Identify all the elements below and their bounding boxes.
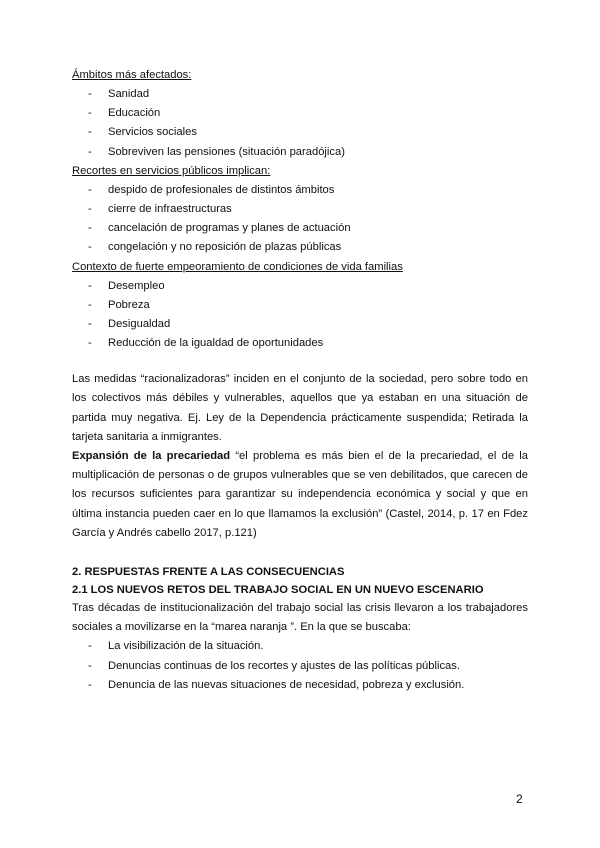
list-item: - cierre de infraestructuras xyxy=(72,200,528,219)
list-item: - Servicios sociales xyxy=(72,123,528,142)
section-heading: 2. RESPUESTAS FRENTE A LAS CONSECUENCIAS xyxy=(72,566,345,579)
list-item: - Reducción de la igualdad de oportunidades xyxy=(72,334,528,353)
list-heading-recortes: Recortes en servicios públicos implican: xyxy=(72,164,271,177)
list-item: - Pobreza xyxy=(72,296,528,315)
paragraph-intro: Tras décadas de institucionalización del trabajo social las crisis llevaron a los trabajadores sociales a movilizarse en la “marea naranja ”. En la que se buscaba: xyxy=(72,602,528,634)
page-number: 2 xyxy=(516,792,523,806)
list-heading-contexto: Contexto de fuerte empeoramiento de condiciones de vida familias xyxy=(72,260,403,273)
subsection-heading: 2.1 LOS NUEVOS RETOS DEL TRABAJO SOCIAL EN UN NUEVO ESCENARIO xyxy=(72,584,484,597)
list-item: - Sobreviven las pensiones (situación paradójica) xyxy=(72,143,528,162)
list-item: - Desigualdad xyxy=(72,315,528,334)
list-item: - cancelación de programas y planes de actuación xyxy=(72,219,528,238)
paragraph-precariedad xyxy=(72,447,528,543)
paragraph-text: “el problema es más bien el de la precariedad, el de la multiplicación de personas o de grupos vulnerables que se ven debilitados, que carecen de los recursos suficientes para garantizar su independencia económica y social y que en última instancia pueden caer en lo que llamamos la exclusión” (Castel, 2014, p. 17 en Fdez García y Andrés cabello 2017, p.121) xyxy=(72,450,528,539)
list-item: - Educación xyxy=(72,104,528,123)
list-item: - congelación y no reposición de plazas públicas xyxy=(72,238,528,257)
list-item: - despido de profesionales de distintos ámbitos xyxy=(72,181,528,200)
list-item: - La visibilización de la situación. xyxy=(72,637,528,656)
list-marea xyxy=(72,637,528,695)
list-item: - Denuncias continuas de los recortes y ajustes de las políticas públicas. xyxy=(72,657,528,676)
list-heading-ambitos: Ámbitos más afectados: xyxy=(72,69,192,81)
list-contexto xyxy=(72,277,528,354)
list-item: - Sanidad xyxy=(72,85,528,104)
paragraph-medidas: Las medidas “racionalizadoras” inciden en el conjunto de la sociedad, pero sobre todo en los colectivos más débiles y vulnerables, aquellos que ya estaban en una situación de partida muy negativa. Ej. Ley de la Dependencia prácticamente suspendida; Retirada la tarjeta sanitaria a inmigrantes. xyxy=(72,373,528,443)
list-recortes xyxy=(72,181,528,258)
paragraph-lead: Expansión de la precariedad xyxy=(72,450,231,463)
list-ambitos xyxy=(72,85,528,162)
list-item: - Denuncia de las nuevas situaciones de necesidad, pobreza y exclusión. xyxy=(72,676,528,695)
list-item: - Desempleo xyxy=(72,277,528,296)
document-page xyxy=(72,66,528,695)
